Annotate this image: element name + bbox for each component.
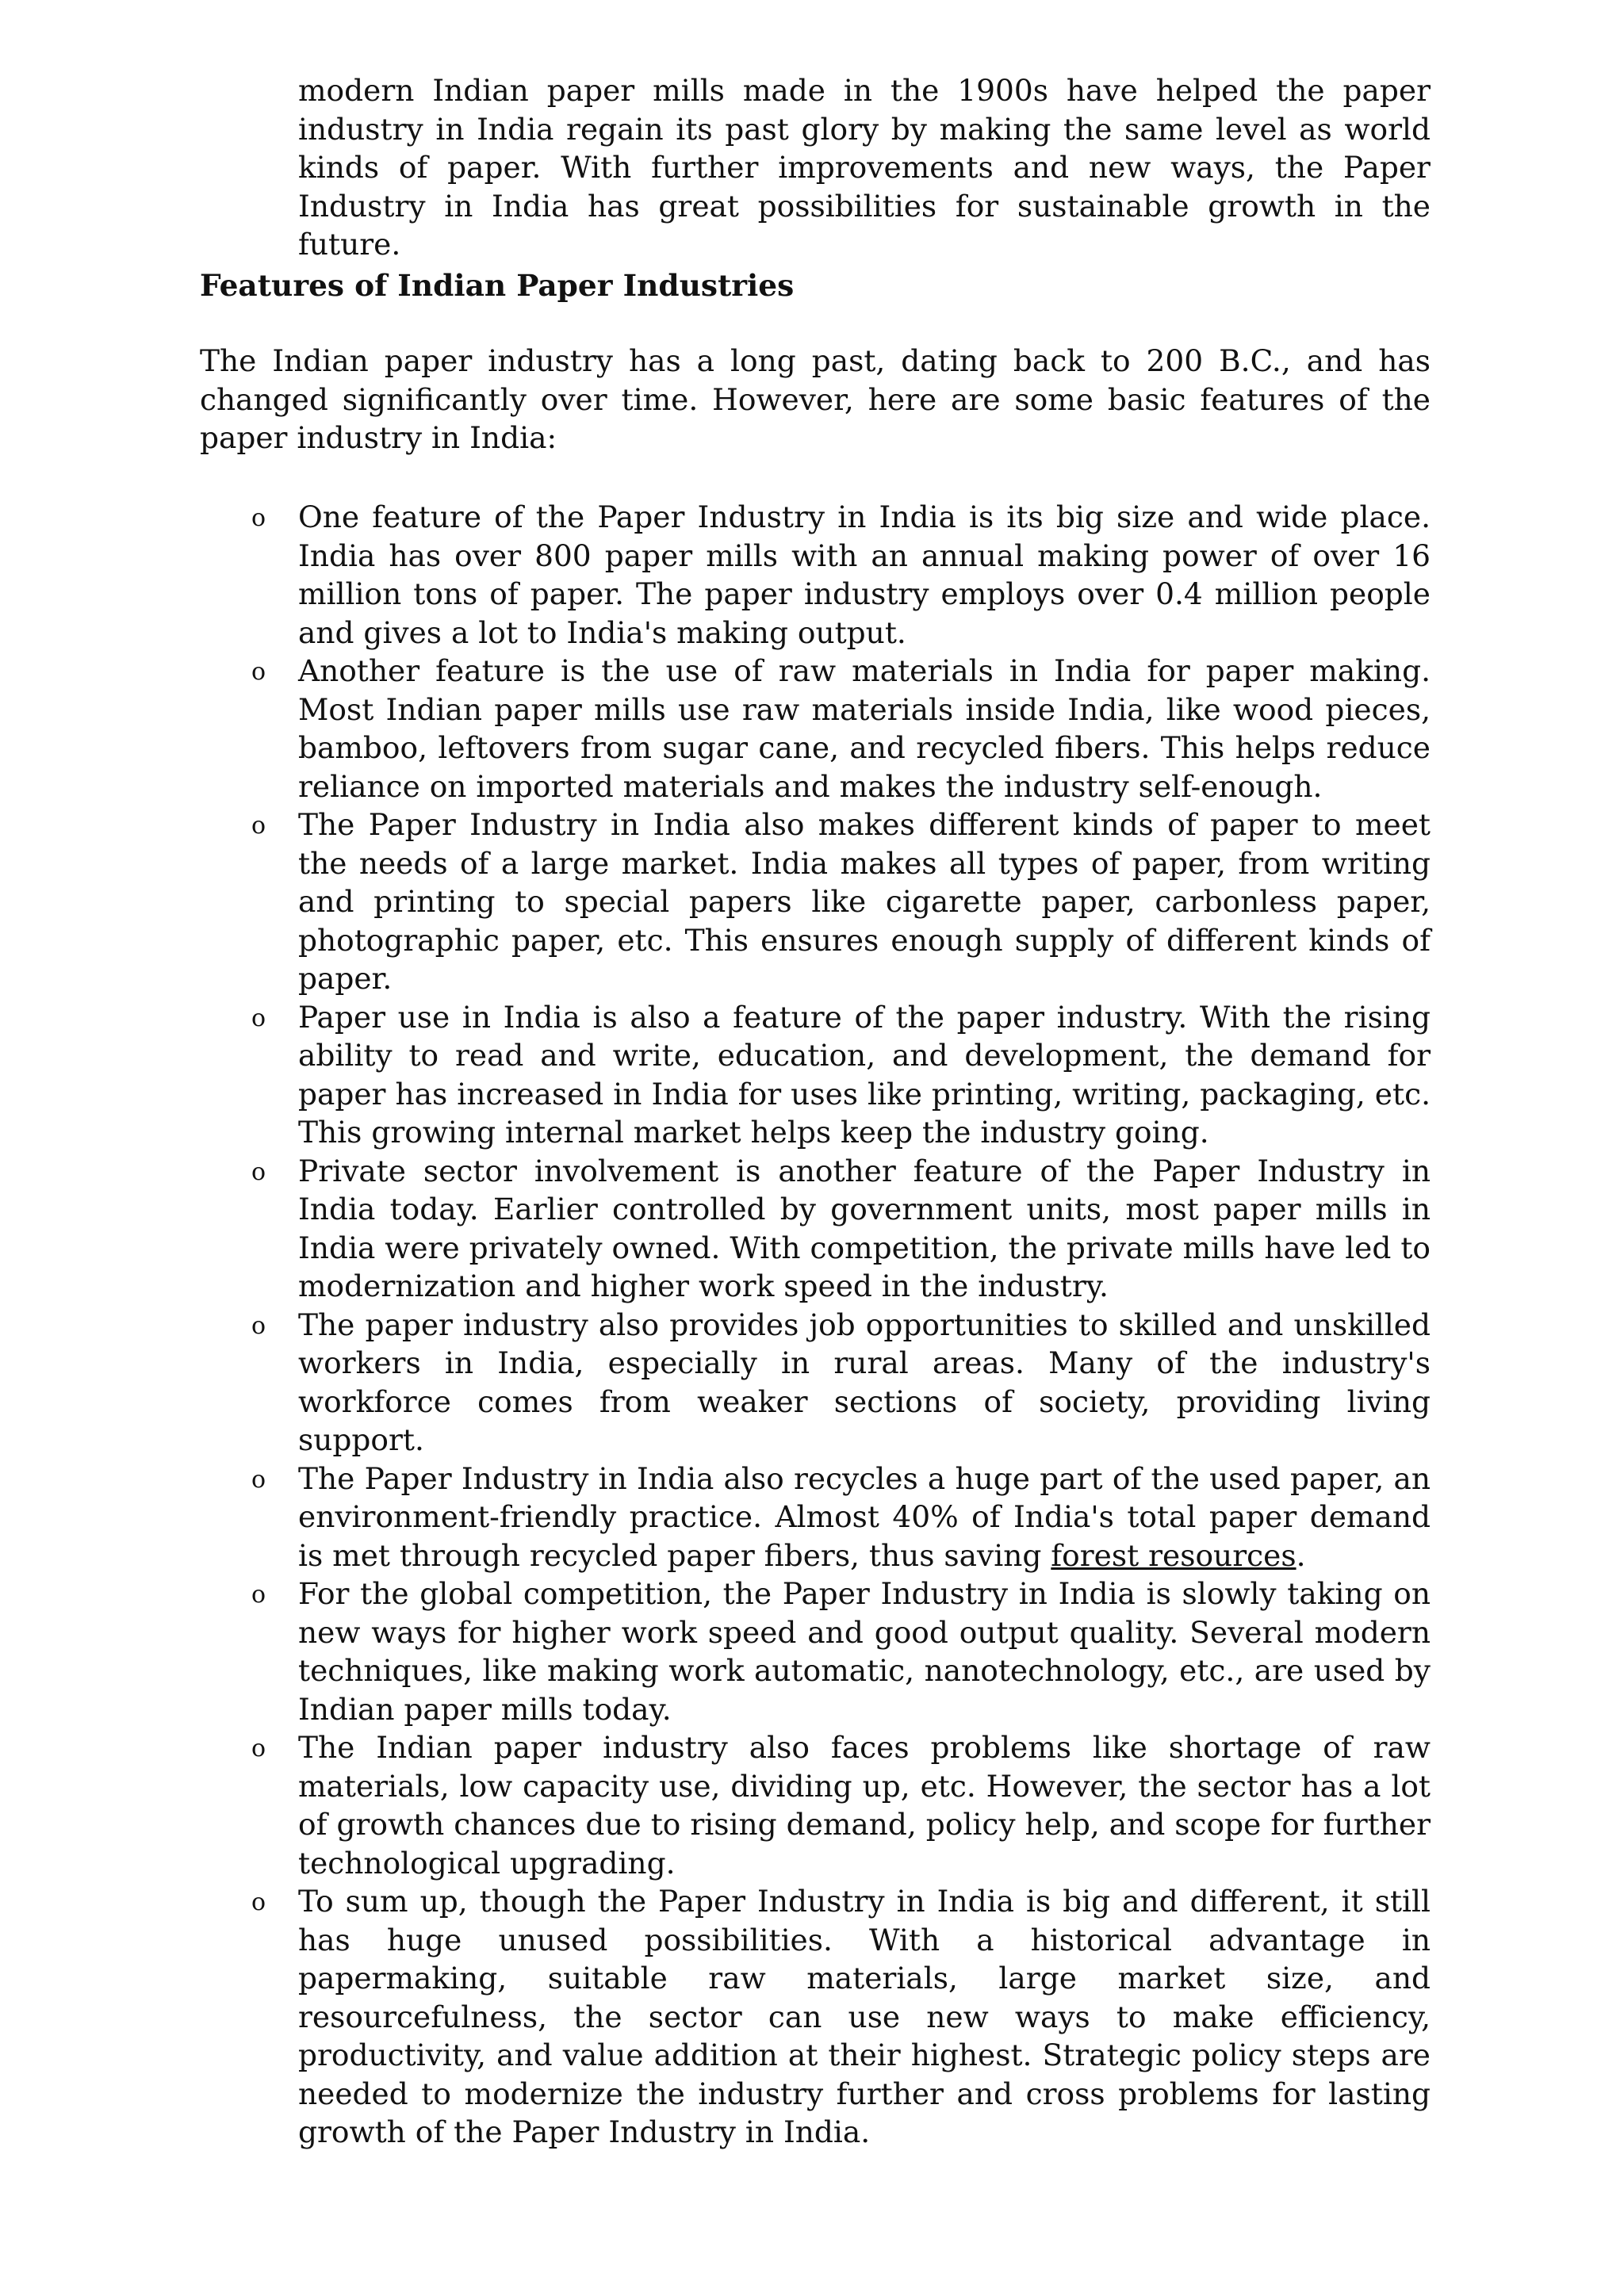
list-item-text-before: The Paper Industry in India also recycles a huge part of the used paper, an environment-friendly practice. Almost 40% of India's total paper demand is met through recycled paper fibers, thus saving <box>298 1460 1431 1573</box>
bullet-circle-icon: o <box>251 812 266 840</box>
bullet-circle-icon: o <box>251 504 266 532</box>
list-item <box>200 1882 1431 2152</box>
list-item <box>200 1306 1431 1460</box>
bullet-circle-icon: o <box>251 1158 266 1186</box>
list-item <box>200 806 1431 998</box>
section-heading: Features of Indian Paper Industries <box>200 268 795 303</box>
feature-list <box>200 498 1431 2152</box>
list-item <box>200 998 1431 1152</box>
list-item <box>200 1728 1431 1882</box>
list-item-text-after: . <box>1296 1537 1306 1573</box>
list-item-text: The paper industry also provides job opportunities to skilled and unskilled workers in India, especially in rural areas. Many of the industry's workforce comes from weaker sections of society, providing living support. <box>298 1307 1431 1457</box>
bullet-circle-icon: o <box>251 1004 266 1032</box>
intro-paragraph: modern Indian paper mills made in the 1900s have helped the paper industry in India regain its past glory by making the same level as world kinds of paper. With further improvements and new ways, the Paper Industry in India has great possibilities for sustainable growth in the future. <box>298 73 1431 262</box>
list-item-text: To sum up, though the Paper Industry in India is big and different, it still has huge unused possibilities. With a historical advantage in papermaking, suitable raw materials, large market size, and resourcefulness, the sector can use new ways to make efficiency, productivity, and value addition at their highest. Strategic policy steps are needed to modernize the industry further and cross problems for lasting growth of the Paper Industry in India. <box>298 1884 1431 2149</box>
bullet-circle-icon: o <box>251 1888 266 1916</box>
list-item <box>200 1460 1431 1575</box>
forest-resources-link[interactable]: forest resources <box>1051 1537 1297 1573</box>
list-item-text: One feature of the Paper Industry in India is its big size and wide place. India has over 800 paper mills with an annual making power of over 16 million tons of paper. The paper industry employs over 0.4 million people and gives a lot to India's making output. <box>298 499 1431 650</box>
list-item <box>200 1575 1431 1728</box>
list-item <box>200 652 1431 806</box>
bullet-circle-icon: o <box>251 658 266 686</box>
lead-paragraph: The Indian paper industry has a long past, dating back to 200 B.C., and has changed significantly over time. However, here are some basic features of the paper industry in India: <box>200 343 1431 455</box>
list-item-text: Private sector involvement is another feature of the Paper Industry in India today. Earlier controlled by government units, most paper mills in India were privately owned. With competition, the private mills have led to modernization and higher work speed in the industry. <box>298 1153 1431 1303</box>
bullet-circle-icon: o <box>251 1465 266 1494</box>
list-item <box>200 1152 1431 1306</box>
bullet-circle-icon: o <box>251 1581 266 1609</box>
list-item-text: For the global competition, the Paper Industry in India is slowly taking on new ways for higher work speed and good output quality. Several modern techniques, like making work automatic, nanotechnology, etc., are used by Indian paper mills today. <box>298 1576 1431 1727</box>
bullet-circle-icon: o <box>251 1311 266 1340</box>
list-item-text <box>298 1460 1431 1575</box>
list-item-text: The Indian paper industry also faces problems like shortage of raw materials, low capacity use, dividing up, etc. However, the sector has a lot of growth chances due to rising demand, policy help, and scope for further technological upgrading. <box>298 1730 1431 1881</box>
list-item <box>200 498 1431 652</box>
list-item-text: Paper use in India is also a feature of the paper industry. With the rising ability to read and write, education, and development, the demand for paper has increased in India for uses like printing, writing, packaging, etc. This growing internal market helps keep the industry going. <box>298 999 1431 1150</box>
bullet-circle-icon: o <box>251 1735 266 1762</box>
list-item-text: Another feature is the use of raw materials in India for paper making. Most Indian paper mills use raw materials inside India, like wood pieces, bamboo, leftovers from sugar cane, and recycled fibers. This helps reduce reliance on imported materials and makes the industry self-enough. <box>298 653 1431 804</box>
list-item-text: The Paper Industry in India also makes different kinds of paper to meet the needs of a large market. India makes all types of paper, from writing and printing to special papers like cigarette paper, carbonless paper, photographic paper, etc. This ensures enough supply of different kinds of paper. <box>298 807 1431 996</box>
